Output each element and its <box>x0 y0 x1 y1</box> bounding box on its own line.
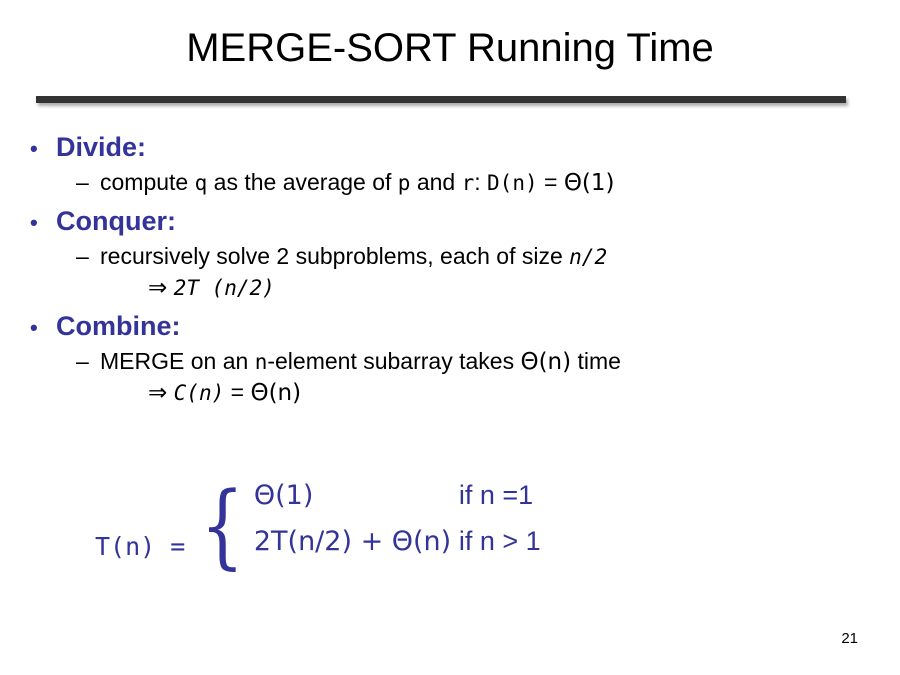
sub-item-conquer-1 <box>76 243 880 270</box>
bullet-item-conquer <box>30 206 880 237</box>
title-divider <box>36 96 846 103</box>
bullet-icon: • <box>30 315 38 340</box>
slide-body <box>30 122 880 406</box>
bullet-item-combine <box>30 311 880 342</box>
sub-item-conquer-1-text: recursively solve 2 subproblems, each of size n/2 <box>100 243 608 269</box>
recurrence-case-1-cond: if n =1 <box>458 480 534 510</box>
sub-item-divide-1 <box>76 169 880 196</box>
page-title: MERGE-SORT Running Time <box>186 26 714 70</box>
dash-icon: – <box>76 243 89 269</box>
recurrence-case-2 <box>254 526 541 572</box>
sub-item-divide-1-text: compute q as the average of p and r: D(n) = Θ(1) <box>100 169 615 196</box>
sub-item-combine-1-text: MERGE on an n-element subarray takes Θ(n) time <box>100 348 621 375</box>
bullet-label-divide: Divide: <box>56 132 147 162</box>
bullet-icon: • <box>30 210 38 235</box>
brace-icon: { <box>200 472 245 580</box>
sub-item-combine-cont: ⇒ C(n) = Θ(n) <box>148 379 302 406</box>
page-number: 21 <box>841 630 858 647</box>
dash-icon: – <box>76 169 89 195</box>
recurrence-case-1-expr: Θ(1) <box>253 480 314 511</box>
bullet-icon: • <box>30 136 38 161</box>
recurrence-case-1 <box>254 480 541 526</box>
bullet-item-divide <box>30 132 880 163</box>
dash-icon: – <box>76 348 89 374</box>
bullet-label-combine: Combine: <box>56 311 181 341</box>
recurrence-lhs: T(n) = <box>95 531 186 561</box>
recurrence-case-2-expr: 2T(n/2) + Θ(n) <box>253 526 452 557</box>
bullet-label-conquer: Conquer: <box>56 206 176 236</box>
recurrence-formula <box>95 472 541 580</box>
recurrence-cases <box>254 480 541 572</box>
recurrence-case-2-cond: if n > 1 <box>458 526 541 556</box>
sub-item-combine-1 <box>76 348 880 375</box>
sub-item-conquer-cont: ⇒ 2T (n/2) <box>148 275 275 301</box>
